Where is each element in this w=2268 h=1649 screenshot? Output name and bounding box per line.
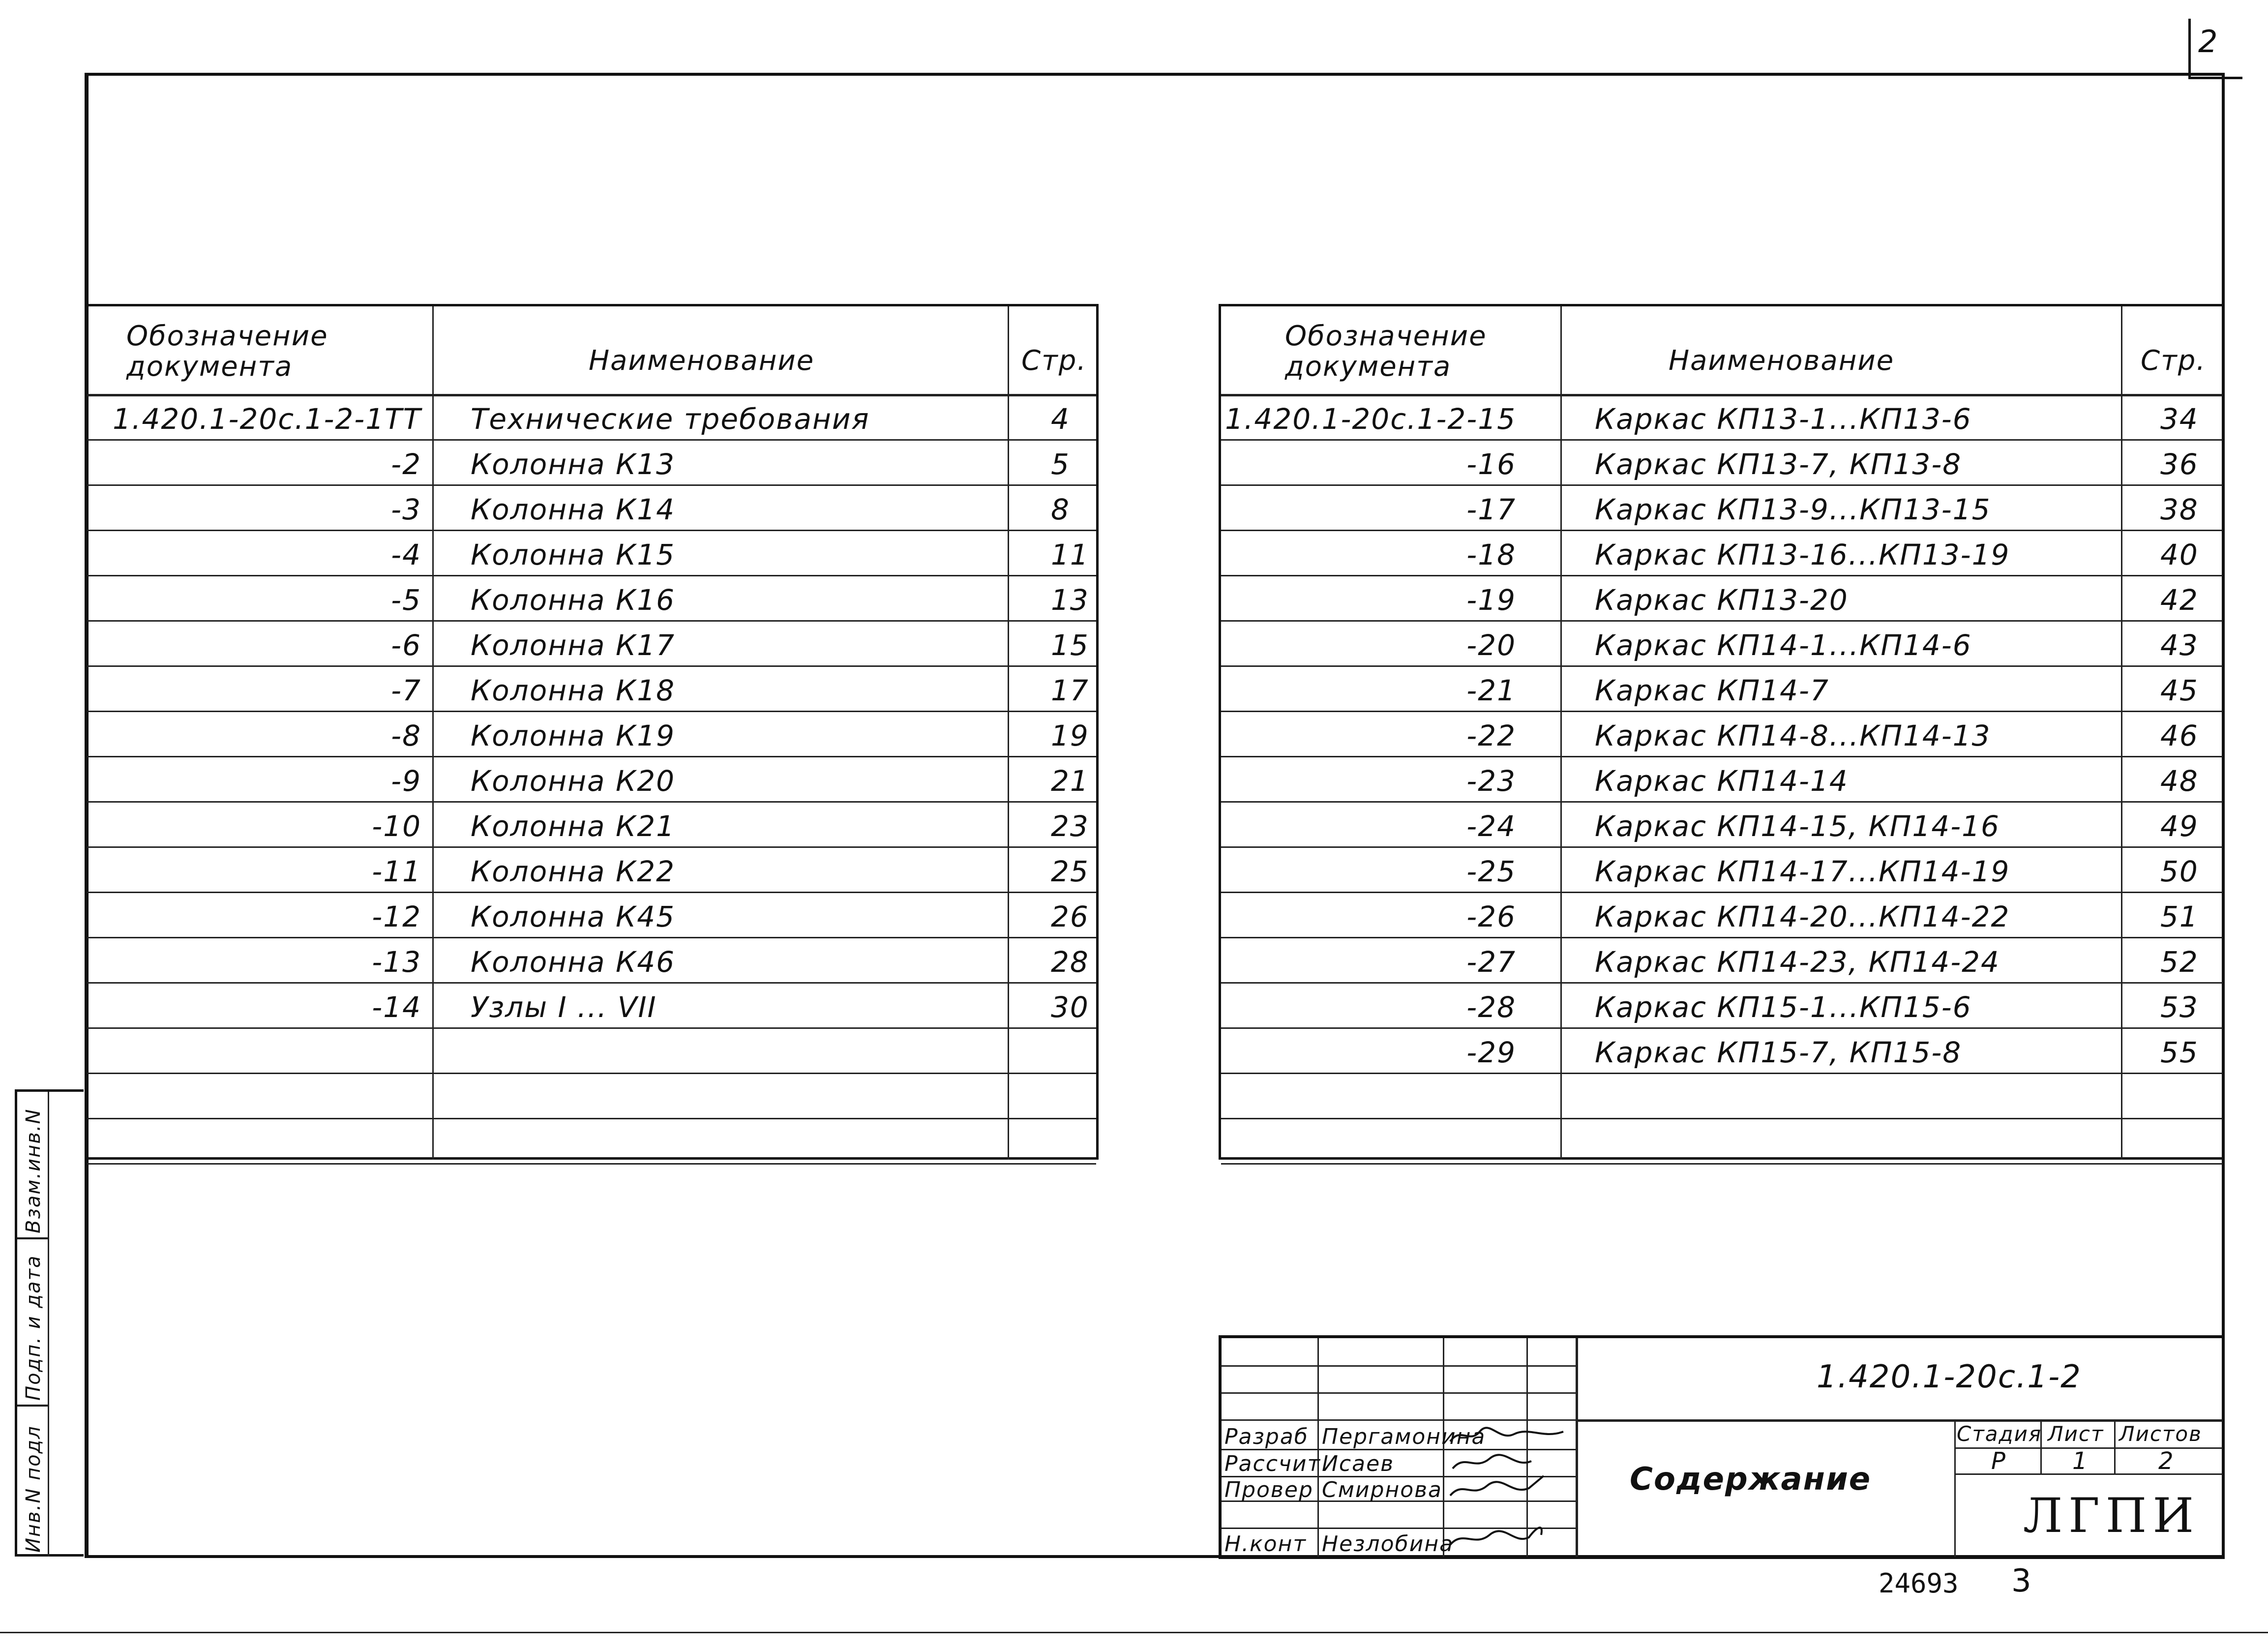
cell-page: 11 <box>1051 538 1089 571</box>
row-line <box>1221 1118 2222 1119</box>
cell-page: 49 <box>2160 810 2199 843</box>
tb-row-line <box>1222 1365 1576 1367</box>
column-divider <box>432 306 434 1160</box>
trim-line <box>0 1632 2268 1633</box>
cell-name: Каркас КП13-1...КП13-6 <box>1595 402 1972 436</box>
row-line <box>87 665 1096 667</box>
cell-designation: -6 <box>391 629 421 662</box>
header-designation: Обозначение документа <box>126 320 328 383</box>
name-calculated: Исаев <box>1322 1451 1395 1476</box>
cell-designation: -20 <box>1466 629 1516 662</box>
cell-designation: -16 <box>1466 448 1516 481</box>
cell-page: 4 <box>1051 402 1070 436</box>
cell-page: 52 <box>2160 945 2199 979</box>
row-line <box>1221 1163 2222 1165</box>
cell-page: 45 <box>2160 674 2199 707</box>
sheets-value: 2 <box>2158 1447 2175 1475</box>
cell-page: 51 <box>2160 900 2199 933</box>
cell-designation: -19 <box>1466 583 1516 617</box>
name-norm-control: Незлобина <box>1322 1531 1454 1557</box>
cell-name: Колонна К18 <box>471 674 676 707</box>
row-line <box>1221 846 2222 848</box>
stamp-label: Взам.инв.N <box>22 1108 45 1233</box>
cell-page: 13 <box>1051 583 1089 617</box>
strip-divider <box>48 1092 49 1557</box>
row-line <box>87 484 1096 486</box>
sheet-value: 1 <box>2072 1447 2089 1475</box>
page-number: 2 <box>2198 24 2219 60</box>
cell-name: Каркас КП15-7, КП15-8 <box>1595 1036 1962 1069</box>
cell-name: Колонна К13 <box>471 448 676 481</box>
sheets-label: Листов <box>2119 1422 2202 1446</box>
cell-page: 53 <box>2160 990 2199 1024</box>
role-norm-control: Н.конт <box>1224 1531 1307 1557</box>
header-page: Стр. <box>1021 345 1087 377</box>
row-line <box>1221 439 2222 441</box>
cell-page: 17 <box>1051 674 1089 707</box>
header-divider <box>1221 394 2222 396</box>
tb-divider <box>1317 1338 1319 1557</box>
organization-name: ЛГПИ <box>2023 1488 2200 1543</box>
contents-table-right <box>1219 304 2225 1160</box>
stage-label: Стадия <box>1957 1422 2042 1446</box>
margin-stamp-strip <box>15 1089 84 1557</box>
cell-name: Колонна К45 <box>471 900 676 933</box>
header-page: Стр. <box>2141 345 2207 377</box>
cell-designation: -7 <box>391 674 421 707</box>
role-checked: Провер <box>1224 1477 1313 1502</box>
sheet-label: Лист <box>2048 1422 2104 1446</box>
cell-page: 15 <box>1051 629 1089 662</box>
cell-designation: -2 <box>391 448 421 481</box>
cell-designation: -17 <box>1466 493 1516 526</box>
cell-designation: -18 <box>1466 538 1516 571</box>
row-line <box>1221 665 2222 667</box>
header-name: Наименование <box>1669 345 1895 377</box>
cell-designation: -29 <box>1466 1036 1516 1069</box>
cell-page: 46 <box>2160 719 2199 752</box>
cell-page: 43 <box>2160 629 2199 662</box>
cell-page: 25 <box>1051 855 1089 888</box>
cell-page: 42 <box>2160 583 2199 617</box>
header-divider <box>87 394 1096 396</box>
cell-name: Колонна К21 <box>471 810 676 843</box>
cell-name: Колонна К20 <box>471 764 676 798</box>
row-line <box>87 756 1096 757</box>
cell-name: Колонна К16 <box>471 583 676 617</box>
cell-name: Каркас КП13-9...КП13-15 <box>1595 493 1991 526</box>
cell-designation: -21 <box>1466 674 1516 707</box>
cell-name: Каркас КП13-7, КП13-8 <box>1595 448 1962 481</box>
cell-page: 36 <box>2160 448 2199 481</box>
archive-number: 24693 <box>1879 1568 1959 1599</box>
cell-page: 21 <box>1051 764 1089 798</box>
stamp-original-inv <box>17 1407 48 1557</box>
row-line <box>1221 801 2222 803</box>
cell-name: Каркас КП13-16...КП13-19 <box>1595 538 2010 571</box>
row-line <box>87 937 1096 938</box>
row-line <box>1221 937 2222 938</box>
tb-row-line <box>1222 1419 1576 1421</box>
cell-name: Колонна К17 <box>471 629 676 662</box>
cell-designation: 1.420.1-20с.1-2-15 <box>1225 402 1516 436</box>
row-line <box>87 620 1096 622</box>
row-line <box>1221 1073 2222 1074</box>
cell-name: Каркас КП14-8...КП14-13 <box>1595 719 1991 752</box>
cell-name: Узлы I ... VII <box>471 990 657 1024</box>
row-line <box>1221 530 2222 531</box>
cell-name: Колонна К14 <box>471 493 676 526</box>
row-line <box>1221 620 2222 622</box>
cell-page: 38 <box>2160 493 2199 526</box>
row-line <box>87 575 1096 576</box>
row-line <box>1221 575 2222 576</box>
cell-name: Колонна К22 <box>471 855 676 888</box>
cell-page: 8 <box>1051 493 1070 526</box>
row-line <box>1221 982 2222 984</box>
stamp-signature-date <box>17 1239 48 1407</box>
cell-page: 55 <box>2160 1036 2199 1069</box>
row-line <box>87 982 1096 984</box>
cell-page: 5 <box>1051 448 1070 481</box>
document-code: 1.420.1-20с.1-2 <box>1817 1359 2082 1395</box>
row-line <box>1221 484 2222 486</box>
role-developer: Разраб <box>1224 1424 1309 1449</box>
cell-designation: -5 <box>391 583 421 617</box>
cell-designation: -12 <box>372 900 421 933</box>
tb-divider <box>1576 1338 1578 1557</box>
role-calculated: Рассчит <box>1224 1451 1321 1476</box>
tb-divider <box>2114 1419 2116 1473</box>
cell-designation: 1.420.1-20с.1-2-1ТТ <box>113 402 421 436</box>
cell-name: Каркас КП14-17...КП14-19 <box>1595 855 2010 888</box>
cell-designation: -8 <box>391 719 421 752</box>
row-line <box>1221 711 2222 712</box>
cell-page: 23 <box>1051 810 1089 843</box>
title-block <box>1219 1335 2225 1559</box>
column-divider <box>2121 306 2122 1160</box>
cell-designation: -22 <box>1466 719 1516 752</box>
row-line <box>87 1027 1096 1029</box>
cell-designation: -25 <box>1466 855 1516 888</box>
stamp-label: Инв.N подл <box>22 1425 45 1553</box>
cell-name: Каркас КП15-1...КП15-6 <box>1595 990 1972 1024</box>
cell-page: 50 <box>2160 855 2199 888</box>
cell-name: Каркас КП14-15, КП14-16 <box>1595 810 2000 843</box>
cell-designation: -10 <box>372 810 421 843</box>
cell-page: 30 <box>1051 990 1089 1024</box>
footer-page-number: 3 <box>2011 1563 2031 1599</box>
cell-name: Технические требования <box>471 402 870 436</box>
cell-page: 34 <box>2160 402 2199 436</box>
cell-page: 26 <box>1051 900 1089 933</box>
cell-page: 40 <box>2160 538 2199 571</box>
contents-table-left <box>85 304 1099 1160</box>
row-line <box>87 1073 1096 1074</box>
name-checked: Смирнова <box>1322 1477 1443 1502</box>
cell-page: 48 <box>2160 764 2199 798</box>
cell-name: Каркас КП14-14 <box>1595 764 1849 798</box>
cell-name: Каркас КП14-1...КП14-6 <box>1595 629 1972 662</box>
column-divider <box>1008 306 1009 1160</box>
stage-value: Р <box>1991 1447 2006 1475</box>
cell-designation: -24 <box>1466 810 1516 843</box>
row-line <box>87 439 1096 441</box>
row-line <box>1221 756 2222 757</box>
cell-name: Каркас КП14-7 <box>1595 674 1829 707</box>
stamp-label: Подп. и дата <box>22 1255 45 1401</box>
cell-name: Колонна К46 <box>471 945 676 979</box>
cell-designation: -3 <box>391 493 421 526</box>
cell-designation: -9 <box>391 764 421 798</box>
row-line <box>87 846 1096 848</box>
signatures-svg <box>1445 1422 1573 1555</box>
document-title: Содержание <box>1630 1461 1872 1498</box>
row-line <box>87 801 1096 803</box>
stamp-replacement-inv <box>17 1092 48 1239</box>
row-line <box>87 1163 1096 1165</box>
cell-designation: -27 <box>1466 945 1516 979</box>
cell-designation: -11 <box>372 855 421 888</box>
cell-name: Каркас КП14-23, КП14-24 <box>1595 945 2000 979</box>
cell-page: 19 <box>1051 719 1089 752</box>
cell-designation: -14 <box>372 990 421 1024</box>
name-developer: Пергамонина <box>1322 1424 1486 1449</box>
cell-designation: -23 <box>1466 764 1516 798</box>
header-designation: Обозначение документа <box>1285 320 1487 383</box>
cell-page: 28 <box>1051 945 1089 979</box>
column-divider <box>1560 306 1562 1160</box>
cell-name: Каркас КП14-20...КП14-22 <box>1595 900 2010 933</box>
cell-designation: -13 <box>372 945 421 979</box>
row-line <box>87 530 1096 531</box>
cell-name: Колонна К15 <box>471 538 676 571</box>
cell-designation: -26 <box>1466 900 1516 933</box>
row-line <box>1221 892 2222 893</box>
cell-designation: -4 <box>391 538 421 571</box>
row-line <box>1221 1027 2222 1029</box>
cell-designation: -28 <box>1466 990 1516 1024</box>
cell-name: Колонна К19 <box>471 719 676 752</box>
row-line <box>87 892 1096 893</box>
tb-row-line <box>1222 1392 1576 1394</box>
header-name: Наименование <box>589 345 815 377</box>
row-line <box>87 1118 1096 1119</box>
cell-name: Каркас КП13-20 <box>1595 583 1849 617</box>
tb-divider <box>1954 1419 1956 1557</box>
row-line <box>87 711 1096 712</box>
